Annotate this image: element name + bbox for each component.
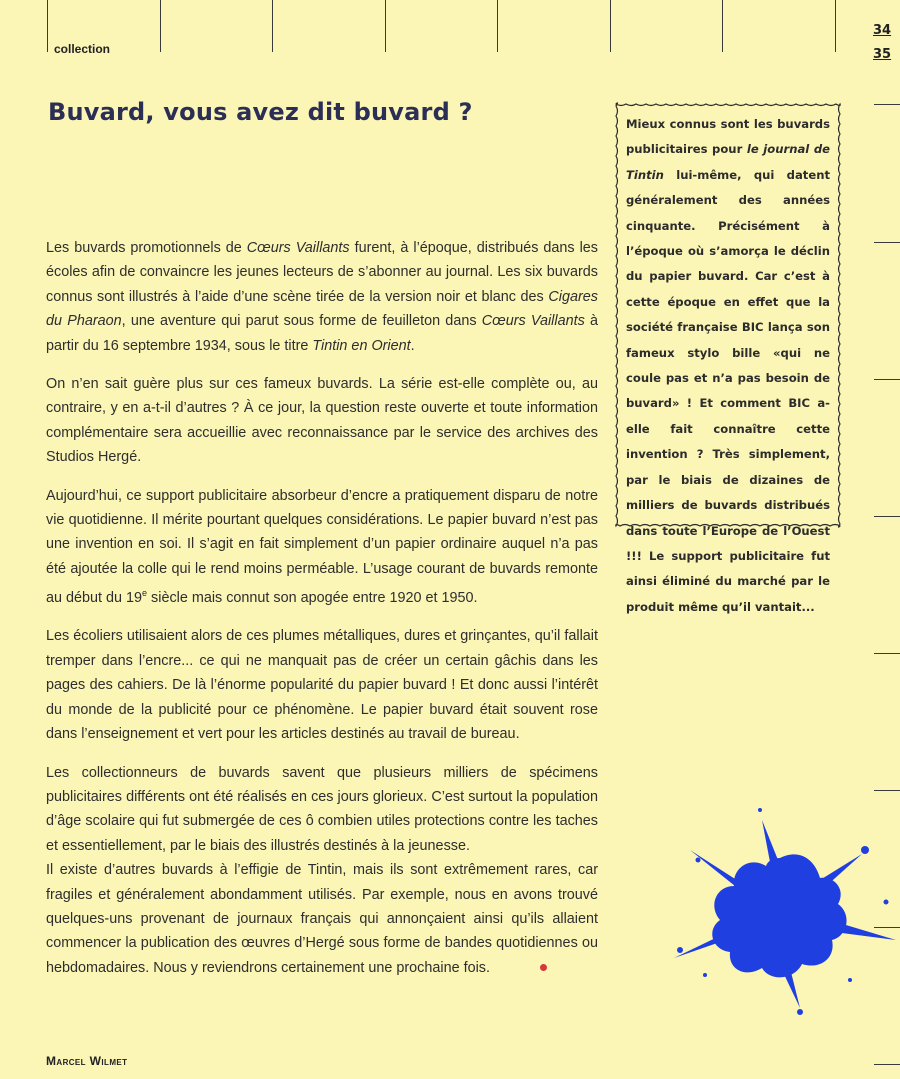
header-divider bbox=[47, 0, 48, 52]
paragraph: Les collectionneurs de buvards savent que plusieurs milliers de spécimens publicitaires différents ont été réalisés en ces jours glorieux. C’est surtout la population d’âge scolaire qui fut submergée de ces ô combien utiles protections contre les taches et essentiellement, par le biais des illustrés destinés à la jeunesse. bbox=[46, 764, 598, 854]
paragraph: Il existe d’autres buvards à l’effigie de Tintin, mais ils sont extrêmement rares, car fragiles et généralement abondamment utilisés. Par exemple, nous en avons trouvé quelques-uns provenant de journaux français qui annonçaient ainsi qu’ils allaient commencer la publication des œuvres d’Hergé sous forme de bandes quotidiennes ou hebdomadaires. Nous y reviendrons certainement une prochaine fois. bbox=[46, 862, 598, 976]
header-divider bbox=[610, 0, 611, 52]
header-divider bbox=[497, 0, 498, 52]
header-divider bbox=[835, 0, 836, 52]
article-body bbox=[46, 236, 598, 994]
page-title: Buvard, vous avez dit buvard ? bbox=[48, 98, 473, 126]
margin-tick bbox=[874, 104, 900, 105]
end-mark bbox=[540, 964, 547, 971]
header-divider bbox=[272, 0, 273, 52]
paragraph: On n’en sait guère plus sur ces fameux buvards. La série est-elle complète ou, au contraire, y en a-t-il d’autres ? À ce jour, la question reste ouverte et toute information complémentaire sera accueillie avec reconnaissance par le service des archives des Studios Hergé. bbox=[46, 376, 598, 466]
author: Marcel Wilmet bbox=[46, 1054, 128, 1068]
margin-tick bbox=[874, 653, 900, 654]
header-divider bbox=[385, 0, 386, 52]
margin-tick bbox=[874, 379, 900, 380]
margin-tick bbox=[874, 242, 900, 243]
paragraph: Aujourd’hui, ce support publicitaire absorbeur d’encre a pratiquement disparu de notre vie quotidienne. Il mérite pourtant quelques considérations. Le papier buvard n’est pas une invention en soi. Il s’agit en fait simplement d’un papier ordinaire auquel n’a pas été ajoutée la colle qui le rend moins perméable. L’usage courant de buvards remonte au début du 19e siècle mais connut son apogée entre 1920 et 1950. bbox=[46, 487, 598, 607]
page-number-left: 34 bbox=[873, 23, 892, 38]
header-divider bbox=[722, 0, 723, 52]
margin-tick bbox=[874, 516, 900, 517]
margin-tick bbox=[874, 1064, 900, 1065]
sidebar-text: Mieux connus sont les buvards publicitaires pour le journal de Tintin lui-même, qui datent généralement des années cinquante. Précisément à l’époque où s’amorça le déclin du papier buvard. Car c’est à cette époque en effet que la société française BIC lança son fameux stylo bille «qui ne coule pas et n’a pas besoin de buvard» ! Et comment BIC a-elle fait connaître cette invention ? Très simplement, par le biais de dizaines de milliers de buvards distribués dans toute l’Europe de l’Ouest !!! Le support publicitaire fut ainsi éliminé du marché par le produit même qu’il vantait... bbox=[626, 117, 830, 614]
page-numbers bbox=[873, 19, 891, 67]
paragraph: Les buvards promotionnels de Cœurs Vaillants furent, à l’époque, distribués dans les écoles afin de convaincre les jeunes lecteurs de s’abonner au journal. Les six buvards connus sont illustrés à l’aide d’une scène tirée de la version noir et blanc des Cigares du Pharaon, une aventure qui parut sous forme de feuilleton dans Cœurs Vaillants à partir du 16 septembre 1934, sous le titre Tintin en Orient. bbox=[46, 240, 598, 354]
page-number-right: 35 bbox=[873, 47, 892, 62]
section-label: collection bbox=[54, 42, 111, 56]
ink-blot bbox=[712, 854, 846, 977]
header-divider bbox=[160, 0, 161, 52]
ink-splatter bbox=[650, 790, 900, 1020]
paragraph: Les écoliers utilisaient alors de ces plumes métalliques, dures et grinçantes, qu’il fallait tremper dans l’encre... ce qui ne manquait pas de créer un certain gâchis dans les pages des cahiers. De là l’énorme popularité du papier buvard ! Et donc aussi l’intérêt du monde de la publicité pour ce phénomène. Le papier buvard était souvent rose dans l’enseignement et vert pour les articles destinés au travail de bureau. bbox=[46, 628, 598, 743]
